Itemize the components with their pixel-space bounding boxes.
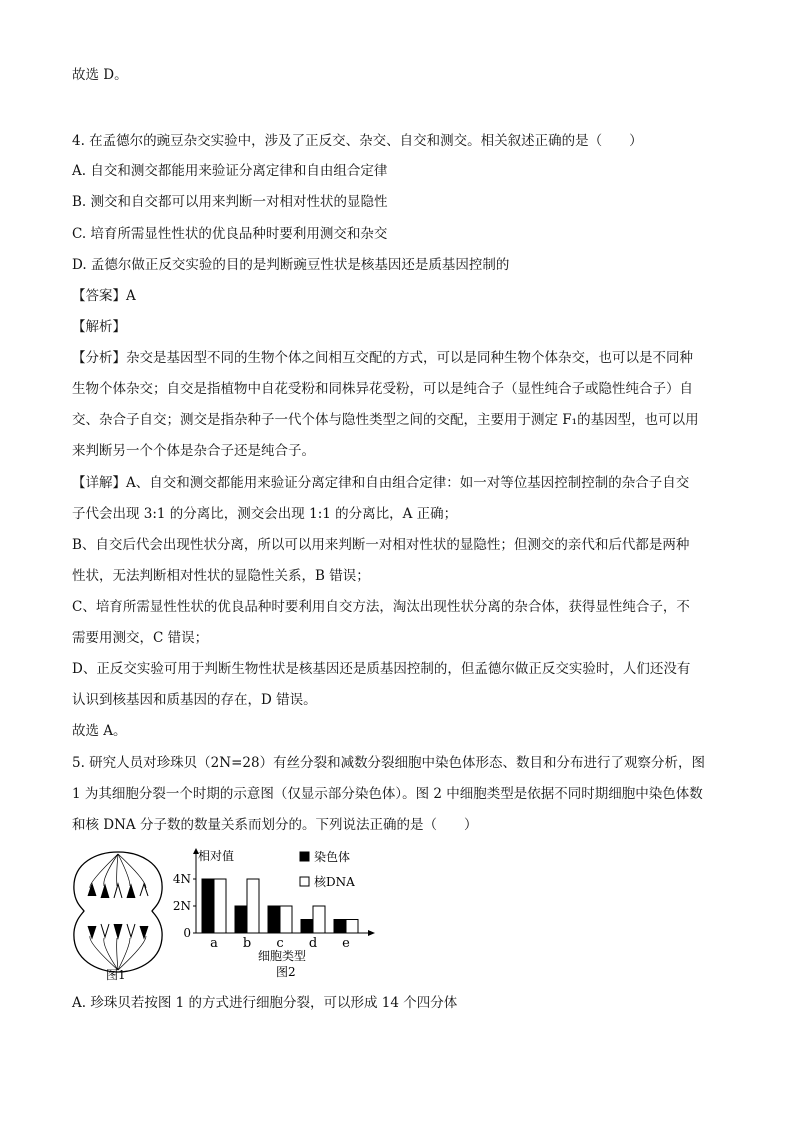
bar-d-dna <box>313 906 325 933</box>
legend-label-dna: 核DNA <box>314 875 355 889</box>
q4-detail-line: 故选 A。 <box>72 723 127 739</box>
prev-answer-line: 故选 D。 <box>72 67 128 83</box>
q4-analysis-line: 交、杂合子自交；测交是指杂种子一代个体与隐性类型之间的交配，主要用于测定 F₁的基因型，也可以用 <box>72 412 699 428</box>
x-tick-label: c <box>276 936 284 951</box>
figure-2-label: 图2 <box>276 965 296 979</box>
q4-option-d: D. 孟德尔做正反交实验的目的是判断豌豆性状是核基因还是质基因控制的 <box>72 257 510 273</box>
q5-stem-line: 和核 DNA 分子数的数量关系而划分的。下列说法正确的是（ ） <box>72 817 478 833</box>
bar-b-chromosome <box>235 906 247 933</box>
x-tick-label: e <box>342 936 350 951</box>
q4-detail-line: B、自交后代会出现性状分离，所以可以用来判断一对相对性状的显隐性；但测交的亲代和后代都是两种 <box>72 537 690 553</box>
figure-1-label: 图1 <box>106 968 126 982</box>
x-tick-label: b <box>242 936 252 951</box>
x-axis-label: 细胞类型 <box>258 949 307 963</box>
chromosomes-upper <box>88 884 148 898</box>
q4-analysis-line: 来判断另一个个体是杂合子还是纯合子。 <box>72 443 315 459</box>
chromosomes-lower <box>88 924 148 938</box>
q4-stem: 4. 在孟德尔的豌豆杂交实验中，涉及了正反交、杂交、自交和测交。相关叙述正确的是（ ） <box>72 133 643 149</box>
legend <box>300 849 355 889</box>
y-axis-label: 相对值 <box>198 849 235 863</box>
q5-stem-line: 1 为其细胞分裂一个时期的示意图（仅显示部分染色体）。图 2 中细胞类型是依据不同时期细胞中染色体数 <box>72 786 703 802</box>
q4-detail-line: 子代会出现 3:1 的分离比，测交会出现 1:1 的分离比，A 正确； <box>72 506 458 522</box>
q4-detail-line: 需要用测交，C 错误； <box>72 630 209 646</box>
q4-analysis-line: 【分析】杂交是基因型不同的生物个体之间相互交配的方式，可以是同种生物个体杂交，也可以是不同种 <box>72 350 693 366</box>
bar-e-chromosome <box>334 920 346 934</box>
q4-detail-line: C、培育所需显性性状的优良品种时要利用自交方法，淘汰出现性状分离的杂合体，获得显性纯合子，不 <box>72 599 690 615</box>
q4-detail-line: 【详解】A、自交和测交都能用来验证分离定律和自由组合定律：如一对等位基因控制控制的杂合子自交 <box>72 475 690 491</box>
spindle-fibers <box>90 854 146 970</box>
legend-swatch-dna <box>300 877 309 886</box>
cell-outline <box>74 852 162 972</box>
q4-jiexi-heading: 【解析】 <box>72 319 126 335</box>
q4-option-c: C. 培育所需显性性状的优良品种时要利用测交和杂交 <box>72 226 388 242</box>
bar-a-dna <box>214 879 226 933</box>
q4-detail-line: D、正反交实验可用于判断生物性状是核基因还是质基因控制的，但孟德尔做正反交实验时，人们还没有 <box>72 661 691 677</box>
bar-b-dna <box>247 879 259 933</box>
q4-option-a: A. 自交和测交都能用来验证分离定律和自由组合定律 <box>72 163 388 179</box>
bar-d-chromosome <box>301 920 313 934</box>
bar-a-chromosome <box>202 879 214 933</box>
x-tick-label: d <box>308 936 318 951</box>
q4-analysis-line: 生物个体杂交；自交是指植物中自花受粉和同株异花受粉，可以是纯合子（显性纯合子或隐性纯合子）自 <box>72 381 693 397</box>
q4-detail-line: 认识到核基因和质基因的存在，D 错误。 <box>72 692 317 708</box>
legend-swatch-chromosome <box>300 852 309 861</box>
bar-c-chromosome <box>268 906 280 933</box>
q4-detail-line: 性状，无法判断相对性状的显隐性关系，B 错误； <box>72 568 370 584</box>
legend-label-chromosome: 染色体 <box>314 850 351 864</box>
q5-option-a: A. 珍珠贝若按图 1 的方式进行细胞分裂，可以形成 14 个四分体 <box>72 995 458 1011</box>
figure-2-bar-chart <box>168 846 383 981</box>
y-tick-label: 0 <box>183 926 191 940</box>
bar-e-dna <box>346 920 358 934</box>
y-tick-label: 4N <box>172 872 191 886</box>
q4-option-b: B. 测交和自交都可以用来判断一对相对性状的显隐性 <box>72 194 388 210</box>
figure-1-cell-diagram <box>68 848 168 983</box>
x-tick-label: a <box>210 936 218 951</box>
q5-stem-line: 5. 研究人员对珍珠贝（2N=28）有丝分裂和减数分裂细胞中染色体形态、数目和分布进行了观察分析，图 <box>72 755 706 771</box>
y-tick-label: 2N <box>172 899 191 913</box>
q4-answer: 【答案】A <box>72 288 136 304</box>
bar-c-dna <box>280 906 292 933</box>
